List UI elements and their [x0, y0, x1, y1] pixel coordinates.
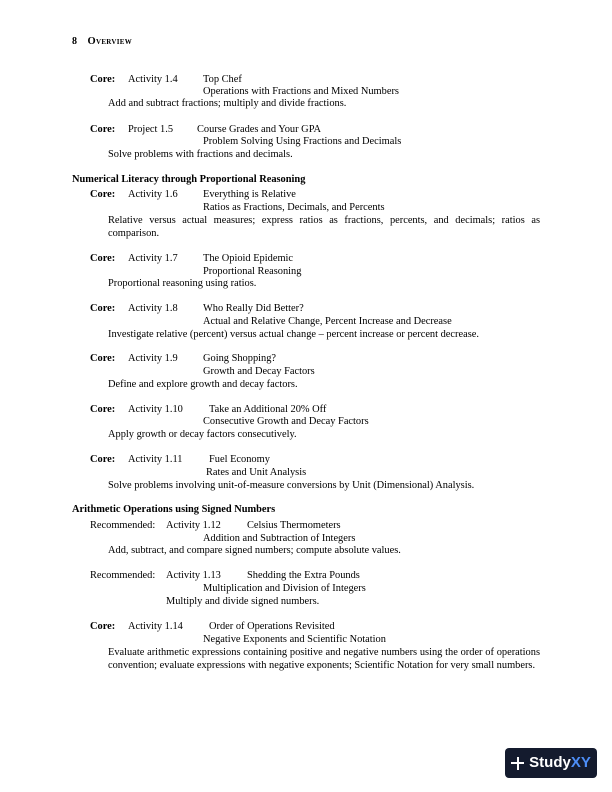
entry-activity: Activity 1.7 — [128, 253, 178, 264]
entry-tag: Core: — [90, 303, 116, 314]
entry-description: Relative versus actual measures; express ratios as fractions, percents, and decimals; ratios as comparison. — [108, 215, 540, 239]
entry-title: The Opioid Epidemic — [203, 253, 294, 264]
entry-tag: Core: — [90, 253, 116, 264]
entry-description: Apply growth or decay factors consecutively. — [108, 429, 297, 440]
entry-activity: Activity 1.13 — [166, 570, 221, 581]
entry-activity: Activity 1.11 — [128, 454, 183, 465]
entry-description: Evaluate arithmetic expressions containing positive and negative numbers using the order of operations convention; evaluate expressions with negative exponents; Scientific Notation for very small numbers. — [108, 647, 540, 671]
entry-title: Going Shopping? — [203, 353, 277, 364]
entry-topic: Growth and Decay Factors — [203, 366, 315, 377]
entry-topic: Consecutive Growth and Decay Factors — [203, 416, 369, 427]
entry-title: Shedding the Extra Pounds — [247, 570, 360, 581]
page-title: Overview — [87, 36, 133, 47]
page-number: 8 — [72, 36, 77, 47]
plus-icon — [511, 757, 524, 770]
entry-tag: Core: — [90, 454, 116, 465]
entry-activity: Activity 1.12 — [166, 520, 221, 531]
entry-activity: Activity 1.4 — [128, 74, 178, 85]
entry-topic: Rates and Unit Analysis — [206, 467, 307, 478]
entry-description: Define and explore growth and decay factors. — [108, 379, 298, 390]
entry-title: Take an Additional 20% Off — [209, 404, 327, 415]
entry-activity: Activity 1.8 — [128, 303, 178, 314]
section-heading-signed-numbers: Arithmetic Operations using Signed Numbers — [72, 504, 276, 515]
entry-tag: Core: — [90, 621, 116, 632]
entry-topic: Multiplication and Division of Integers — [203, 583, 366, 594]
watermark-text: Study — [529, 753, 571, 771]
entry-topic: Actual and Relative Change, Percent Increase and Decrease — [203, 316, 452, 327]
entry-title: Top Chef — [203, 74, 242, 85]
entry-topic: Addition and Subtraction of Integers — [203, 533, 356, 544]
entry-tag: Core: — [90, 189, 116, 200]
section-heading-numerical-literacy: Numerical Literacy through Proportional Reasoning — [72, 174, 306, 185]
entry-topic: Negative Exponents and Scientific Notation — [203, 634, 386, 645]
entry-title: Order of Operations Revisited — [209, 621, 335, 632]
watermark-accent-text: XY — [570, 753, 591, 771]
entry-topic: Proportional Reasoning — [203, 266, 302, 277]
entry-description: Proportional reasoning using ratios. — [108, 278, 257, 289]
entry-tag: Core: — [90, 74, 116, 85]
entry-topic: Ratios as Fractions, Decimals, and Percents — [203, 202, 385, 213]
entry-activity: Activity 1.6 — [128, 189, 178, 200]
entry-title: Everything is Relative — [203, 189, 296, 200]
entry-description: Solve problems with fractions and decimals. — [108, 149, 293, 160]
entry-tag: Core: — [90, 404, 116, 415]
entry-activity: Activity 1.14 — [128, 621, 183, 632]
entry-tag: Core: — [90, 353, 116, 364]
running-header — [72, 36, 132, 49]
entry-description: Solve problems involving unit-of-measure conversions by Unit (Dimensional) Analysis. — [108, 480, 475, 491]
entry-title: Who Really Did Better? — [203, 303, 304, 314]
entry-description: Investigate relative (percent) versus actual change – percent increase or percent decrease. — [108, 329, 479, 340]
entry-tag: Recommended: — [90, 570, 156, 581]
entry-topic: Operations with Fractions and Mixed Numbers — [203, 86, 399, 97]
entry-tag: Core: — [90, 124, 116, 135]
entry-tag: Recommended: — [90, 520, 156, 531]
studyxy-watermark-badge[interactable] — [505, 748, 597, 778]
entry-title: Course Grades and Your GPA — [197, 124, 322, 135]
entry-title: Fuel Economy — [209, 454, 270, 465]
entry-description: Add, subtract, and compare signed numbers; compute absolute values. — [108, 545, 401, 556]
entry-topic: Problem Solving Using Fractions and Decimals — [203, 136, 402, 147]
entry-description: Add and subtract fractions; multiply and divide fractions. — [108, 98, 347, 109]
entry-activity: Activity 1.10 — [128, 404, 183, 415]
entry-title: Celsius Thermometers — [247, 520, 341, 531]
entry-activity: Project 1.5 — [128, 124, 174, 135]
entry-description: Multiply and divide signed numbers. — [166, 596, 320, 607]
entry-activity: Activity 1.9 — [128, 353, 178, 364]
